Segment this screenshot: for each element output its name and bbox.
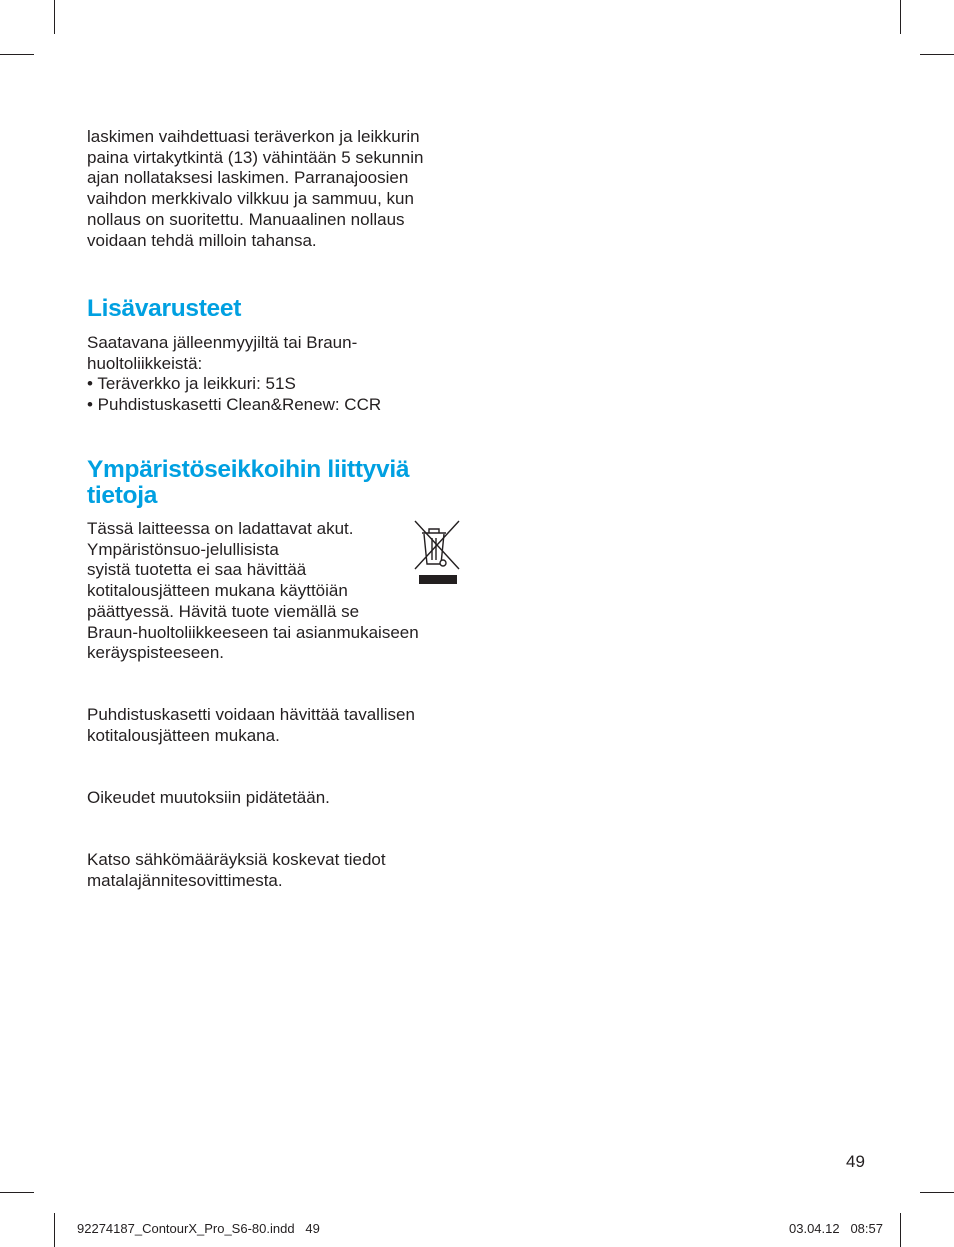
weee-crossed-out-bin-icon [413, 519, 461, 587]
crop-mark-bottom-left [54, 1213, 55, 1247]
environment-block-3 [87, 788, 467, 809]
accessories-list [87, 374, 467, 415]
accessories-heading: Lisävarusteet [87, 295, 242, 322]
environment-block-2 [87, 705, 467, 746]
crop-mark-top-right [900, 0, 901, 34]
accessories-intro: Saatavana jälleenmyyjiltä tai Braun- huoltoliikkeistä: [87, 333, 358, 373]
crop-mark-top-left-h [0, 54, 34, 55]
accessories-block [87, 333, 467, 416]
crop-mark-bottom-left-h [0, 1192, 34, 1193]
environment-block [87, 519, 457, 664]
page-number: 49 [846, 1152, 865, 1171]
environment-paragraph-2: Puhdistuskasetti voidaan hävittää tavallisen kotitalousjätteen mukana. [87, 705, 415, 745]
list-item: • Puhdistuskasetti Clean&Renew: CCR [87, 395, 382, 415]
crop-mark-bottom-right-h [920, 1192, 954, 1193]
footer-timestamp: 03.04.12 08:57 [789, 1221, 883, 1236]
crop-mark-bottom-right [900, 1213, 901, 1247]
environment-paragraph-3: Oikeudet muutoksiin pidätetään. [87, 788, 330, 807]
crop-mark-top-right-h [920, 54, 954, 55]
intro-paragraph: laskimen vaihdettuasi teräverkon ja leikkurin paina virtakytkintä (13) vähintään 5 sekunnin ajan nollataksesi laskimen. Parranajoosien vaihdon merkkivalo vilkkuu ja sammuu, kun nollaus on suoritettu. Manuaalinen nollaus voidaan tehdä milloin tahansa. [87, 127, 424, 250]
environment-paragraph: Tässä laitteessa on ladattavat akut. Ympäristönsuo-jelullisista syistä tuotetta ei saa hävittää kotitalousjätteen mukana käyttöiän päättyessä. Hävitä tuote viemällä se Braun-huoltoliikkeeseen tai asianmukaiseen keräyspisteeseen. [87, 519, 419, 663]
footer-filename: 92274187_ContourX_Pro_S6-80.indd 49 [77, 1221, 320, 1236]
list-item: • Teräverkko ja leikkuri: 51S [87, 374, 296, 394]
environment-paragraph-4: Katso sähkömääräyksiä koskevat tiedot matalajännitesovittimesta. [87, 850, 386, 890]
crop-mark-top-left [54, 0, 55, 34]
environment-block-4 [87, 850, 467, 891]
intro-block [87, 127, 467, 251]
environment-heading: Ympäristöseikkoihin liittyviä tietoja [87, 456, 410, 509]
